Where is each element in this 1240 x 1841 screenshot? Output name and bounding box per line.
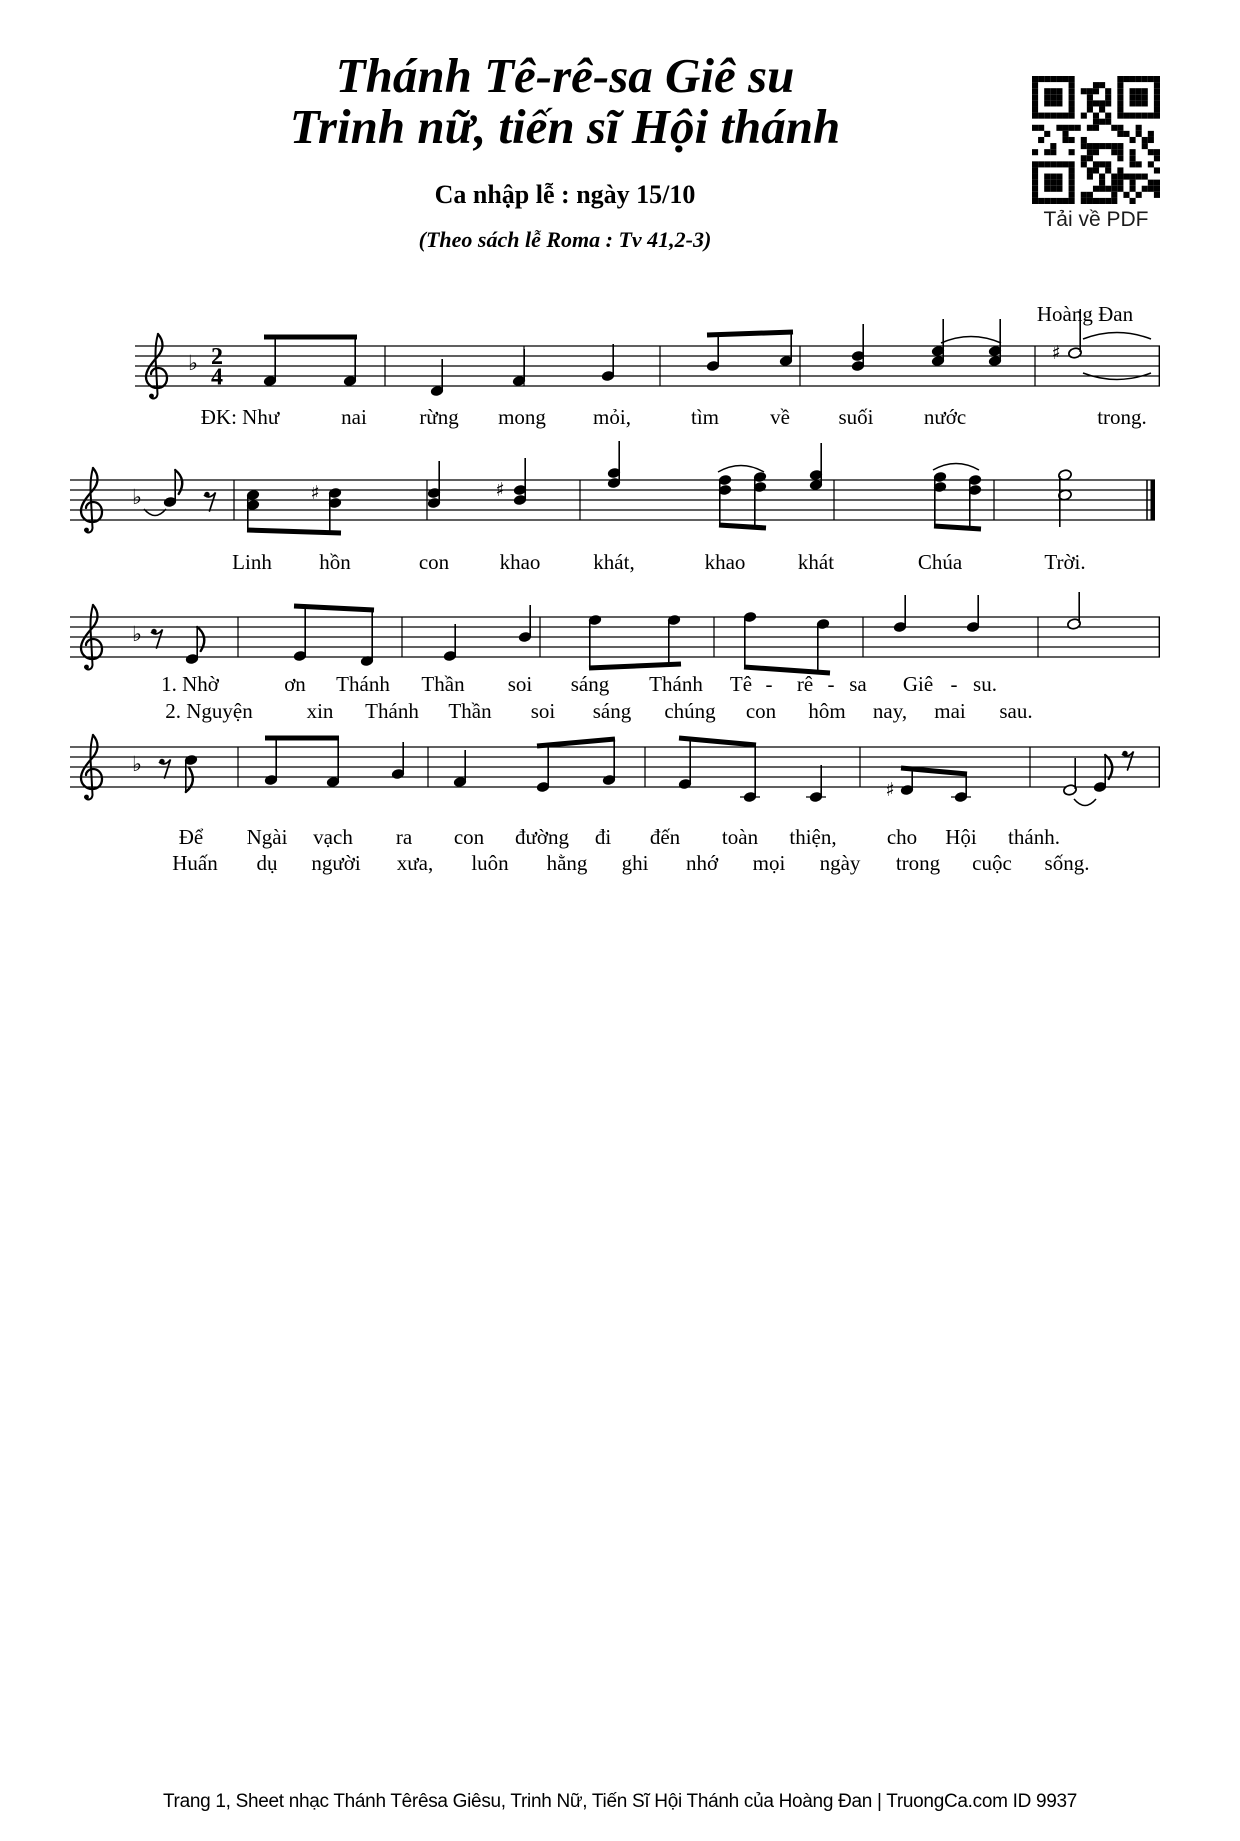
lyric-syllable: Để (178, 825, 204, 849)
lyric-syllable: ngày (819, 851, 861, 875)
lyric-syllable: khao (499, 550, 541, 574)
lyric-syllable: Chúa (917, 550, 963, 574)
lyric-syllable: trong (895, 851, 941, 875)
lyric-syllable: mai (934, 699, 966, 723)
lyric-syllable: soi (530, 699, 556, 723)
lyric-syllable: Thánh (336, 672, 390, 696)
lyric-syllable: rê (796, 672, 814, 696)
lyric-syllable: - (827, 672, 835, 696)
lyric-syllable: sa (849, 672, 867, 696)
lyric-syllable: đi (594, 825, 612, 849)
lyric-syllable: cuộc (972, 851, 1012, 875)
lyric-syllable: khát, (593, 550, 635, 574)
lyric-syllable: xin (306, 699, 334, 723)
lyric-syllable: ơn (284, 672, 306, 696)
lyric-syllable: Hội (945, 825, 977, 849)
lyric-syllable: nhớ (685, 851, 719, 875)
lyric-syllable: Thánh (365, 699, 419, 723)
svg-text:♯: ♯ (310, 482, 320, 504)
lyric-syllable: Ngài (246, 825, 288, 849)
lyric-syllable: Tê (729, 672, 753, 696)
lyric-syllable: Thần (421, 672, 465, 696)
svg-text:♭: ♭ (188, 351, 198, 375)
svg-text:♭: ♭ (132, 752, 142, 776)
lyric-syllable: khao (704, 550, 746, 574)
svg-text:♯: ♯ (885, 779, 895, 801)
lyric-syllable: Thánh (649, 672, 703, 696)
lyric-line (70, 851, 1180, 877)
lyric-syllable: cho (886, 825, 918, 849)
lyric-syllable: ra (395, 825, 413, 849)
source-note: (Theo sách lễ Roma : Tv 41,2-3) (418, 227, 712, 252)
lyric-syllable: mong (498, 405, 546, 429)
lyric-syllable: hằng (546, 851, 588, 875)
staff-system-4 (70, 702, 1180, 882)
title-line-1: Thánh Tê-rê-sa Giê su (335, 48, 795, 103)
lyric-syllable: thiện, (789, 825, 837, 849)
lyric-syllable: đến (649, 825, 681, 849)
lyric-syllable: Giê (902, 672, 934, 696)
lyric-syllable: Huấn (172, 851, 218, 875)
lyric-syllable: dụ (256, 851, 278, 875)
lyric-syllable: ghi (621, 851, 649, 875)
lyric-syllable: rừng (419, 405, 459, 429)
lyric-syllable: con (745, 699, 777, 723)
page-title (70, 50, 1060, 153)
lyric-line (70, 825, 1180, 851)
lyric-syllable: mỏi, (593, 405, 631, 429)
download-pdf-link[interactable]: Tải về PDF (1043, 208, 1149, 231)
lyric-syllable: nước (923, 405, 967, 429)
lyric-syllable: nai (341, 405, 367, 429)
lyric-line (135, 405, 1180, 431)
lyric-syllable: luôn (471, 851, 509, 875)
lyric-syllable: hôm (808, 699, 846, 723)
svg-text:♭: ♭ (132, 622, 142, 646)
lyric-syllable: 1. Nhờ (161, 672, 219, 696)
lyric-syllable: su. (973, 672, 997, 696)
lyric-line (70, 672, 1180, 698)
qr-code[interactable] (1032, 76, 1160, 204)
lyric-syllable: hồn (319, 550, 351, 574)
lyric-syllable: mọi (752, 851, 786, 875)
svg-text:♭: ♭ (132, 485, 142, 509)
lyric-syllable: sau. (999, 699, 1033, 723)
lyric-syllable: thánh. (1008, 825, 1060, 849)
lyric-syllable: - (950, 672, 958, 696)
svg-text:♯: ♯ (1051, 342, 1061, 364)
lyric-syllable: - (765, 672, 773, 696)
svg-text:2: 2 (211, 344, 223, 370)
subtitle: Ca nhập lễ : ngày 15/10 (434, 180, 696, 209)
svg-text:♯: ♯ (495, 479, 505, 501)
title-line-2: Trinh nữ, tiến sĩ Hội thánh (289, 99, 841, 155)
lyric-syllable: ĐK: Như (200, 405, 280, 429)
lyric-syllable: sáng (570, 672, 610, 696)
lyric-syllable: soi (507, 672, 533, 696)
lyric-syllable: chúng (664, 699, 716, 723)
svg-text:4: 4 (211, 364, 223, 391)
lyric-syllable: khát (797, 550, 835, 574)
lyric-syllable: con (418, 550, 450, 574)
lyric-syllable: 2. Nguyện (165, 699, 253, 723)
lyric-syllable: đường (515, 825, 569, 849)
lyric-syllable: suối (838, 405, 874, 429)
lyric-syllable: sáng (592, 699, 632, 723)
lyric-syllable: nay, (872, 699, 908, 723)
lyric-syllable: Linh (232, 550, 272, 574)
lyric-syllable: toàn (721, 825, 759, 849)
lyric-syllable: xưa, (396, 851, 434, 875)
lyric-syllable: sống. (1044, 851, 1090, 875)
lyric-syllable: về (770, 405, 790, 429)
lyric-syllable: Trời. (1044, 550, 1086, 574)
qr-code-image (1032, 76, 1160, 204)
lyric-syllable: người (311, 851, 361, 875)
lyric-syllable: trong. (1097, 405, 1147, 429)
footer-caption: Trang 1, Sheet nhạc Thánh Têrêsa Giêsu, Trinh Nữ, Tiến Sĩ Hội Thánh của Hoàng Đan | TruongCa.com ID 9937 (162, 1791, 1078, 1812)
lyric-syllable: tìm (690, 405, 720, 429)
lyric-syllable: con (453, 825, 485, 849)
lyric-syllable: Thần (448, 699, 492, 723)
lyric-syllable: vạch (313, 825, 353, 849)
composer-credit: Hoàng Đan (1036, 302, 1134, 326)
